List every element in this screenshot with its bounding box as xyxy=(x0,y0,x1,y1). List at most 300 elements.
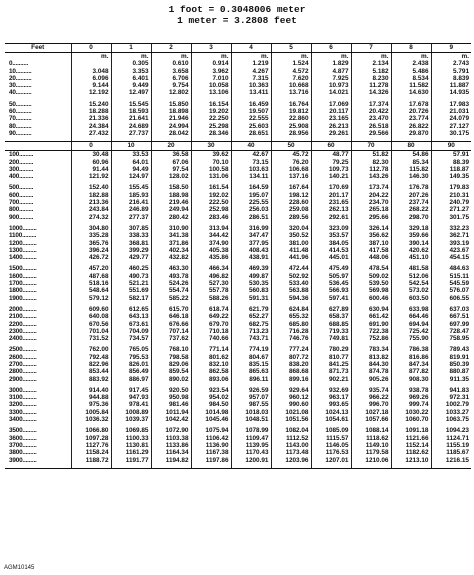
feet-value: 2200......... xyxy=(9,320,37,328)
meter-value: 944.88 xyxy=(71,394,111,401)
meter-value: 329.18 xyxy=(391,225,431,232)
meter-value: 521.21 xyxy=(111,280,151,287)
table-row xyxy=(5,354,471,361)
meter-value: 1039.37 xyxy=(111,416,151,423)
meter-value: 999.74 xyxy=(391,401,431,408)
table-row xyxy=(5,166,471,173)
meter-value: 170.69 xyxy=(311,184,351,191)
meter-value: 0.914 xyxy=(191,60,231,67)
column-header: 70 xyxy=(351,142,391,151)
meter-value: 1216.15 xyxy=(431,457,471,464)
meter-value: 448.06 xyxy=(351,254,391,261)
meter-value: 984.50 xyxy=(191,401,231,408)
meter-value: 24.384 xyxy=(71,123,111,130)
meter-value: 554.74 xyxy=(151,287,191,294)
meter-value: 963.17 xyxy=(311,394,351,401)
meter-value: 758.95 xyxy=(431,335,471,342)
feet-value: 3400......... xyxy=(9,416,37,424)
table-row xyxy=(5,82,471,89)
meter-value: 207.26 xyxy=(391,192,431,199)
meter-value: 429.77 xyxy=(111,254,151,261)
meter-value: 1030.22 xyxy=(391,409,431,416)
meter-value: 1027.18 xyxy=(351,409,391,416)
meter-value: 865.63 xyxy=(231,368,271,375)
meter-value: 338.33 xyxy=(111,232,151,239)
feet-value: 80.......... xyxy=(9,122,32,130)
table-row xyxy=(5,151,471,159)
meter-value: 786.38 xyxy=(391,346,431,353)
meter-value: 813.82 xyxy=(351,354,391,361)
meter-value: 28.956 xyxy=(271,130,311,137)
meter-value: 277.37 xyxy=(111,214,151,221)
meter-value: 371.86 xyxy=(151,240,191,247)
meter-value: 146.30 xyxy=(391,173,431,180)
meter-value: 743.71 xyxy=(231,335,271,342)
meter-value: 435.86 xyxy=(191,254,231,261)
spacer-cell xyxy=(351,464,391,469)
meter-value: 381.00 xyxy=(271,240,311,247)
meter-value: 460.25 xyxy=(111,265,151,272)
meter-value: 20.726 xyxy=(391,108,431,115)
meter-value: 1091.18 xyxy=(391,427,431,434)
meter-value: 1021.08 xyxy=(271,409,311,416)
meter-value: 1042.42 xyxy=(151,416,191,423)
table-row xyxy=(5,273,471,280)
meter-value: 36.58 xyxy=(151,151,191,159)
meter-value: 835.15 xyxy=(231,361,271,368)
meter-value: 237.74 xyxy=(391,199,431,206)
meter-value: 417.58 xyxy=(351,247,391,254)
meter-value: 22.860 xyxy=(271,115,311,122)
meter-value: 399.29 xyxy=(111,247,151,254)
meter-value: 23.470 xyxy=(351,115,391,122)
meter-value: 25.298 xyxy=(191,123,231,130)
meter-value: 652.27 xyxy=(231,313,271,320)
meter-value: 121.92 xyxy=(71,173,111,180)
feet-value: 2800......... xyxy=(9,368,37,376)
meter-value: 301.75 xyxy=(431,214,471,221)
meter-value: 219.46 xyxy=(151,199,191,206)
meter-value: 975.36 xyxy=(71,401,111,408)
unit-label: m. xyxy=(351,53,391,61)
meter-value: 576.07 xyxy=(431,287,471,294)
meter-value: 1100.33 xyxy=(111,435,151,442)
feet-value: 90.......... xyxy=(9,129,32,137)
meter-value: 1176.53 xyxy=(311,449,351,456)
meter-value: 859.54 xyxy=(151,368,191,375)
table-row xyxy=(5,254,471,261)
meter-value: 451.10 xyxy=(391,254,431,261)
meter-value: 1121.66 xyxy=(391,435,431,442)
meter-value: 621.79 xyxy=(231,306,271,313)
meter-value: 1167.38 xyxy=(191,449,231,456)
meter-value: 856.49 xyxy=(111,368,151,375)
table-row xyxy=(5,173,471,180)
meter-value: 26.518 xyxy=(351,123,391,130)
meter-value: 832.10 xyxy=(191,361,231,368)
unit-label: m. xyxy=(231,53,271,61)
meter-value: 844.30 xyxy=(351,361,391,368)
spacer-cell xyxy=(271,464,311,469)
table-row xyxy=(5,335,471,342)
meter-value: 1011.94 xyxy=(151,409,191,416)
spacer-cell xyxy=(431,464,471,469)
meter-value: 1143.00 xyxy=(271,442,311,449)
meter-value: 124.97 xyxy=(111,173,151,180)
meter-value: 1.829 xyxy=(311,60,351,67)
meter-value: 728.47 xyxy=(431,328,471,335)
feet-value: 30.......... xyxy=(9,82,32,90)
spacer-cell xyxy=(191,464,231,469)
table-row xyxy=(5,346,471,353)
meter-value: 6.706 xyxy=(151,75,191,82)
meter-value: 353.57 xyxy=(311,232,351,239)
meter-value: 917.45 xyxy=(111,387,151,394)
meter-value: 137.16 xyxy=(271,173,311,180)
table-row xyxy=(5,409,471,416)
meter-value: 432.82 xyxy=(151,254,191,261)
meter-value: 16.459 xyxy=(231,101,271,108)
meter-value: 262.13 xyxy=(311,206,351,213)
meter-value: 1182.62 xyxy=(391,449,431,456)
meter-value: 11.887 xyxy=(431,82,471,89)
meter-value: 914.40 xyxy=(71,387,111,394)
meter-value: 533.40 xyxy=(271,280,311,287)
meter-value: 801.62 xyxy=(191,354,231,361)
feet-value: 2000......... xyxy=(9,305,37,313)
meter-value: 1036.32 xyxy=(71,416,111,423)
column-header: 0 xyxy=(71,142,111,151)
meter-value: 5.791 xyxy=(431,68,471,75)
meter-value: 755.90 xyxy=(391,335,431,342)
meter-value: 920.50 xyxy=(151,387,191,394)
meter-value: 7.925 xyxy=(311,75,351,82)
meter-value: 167.64 xyxy=(271,184,311,191)
meter-value: 295.66 xyxy=(351,214,391,221)
meter-value: 29.566 xyxy=(351,130,391,137)
meter-value: 600.46 xyxy=(351,295,391,302)
table-row xyxy=(5,101,471,108)
meter-value: 822.96 xyxy=(71,361,111,368)
meter-value: 670.56 xyxy=(71,321,111,328)
meter-value: 713.23 xyxy=(231,328,271,335)
meter-value: 704.09 xyxy=(111,328,151,335)
meter-value: 109.73 xyxy=(311,166,351,173)
meter-value: 1060.70 xyxy=(391,416,431,423)
figure-code: AGM10145 xyxy=(4,565,35,571)
meter-value: 20.422 xyxy=(351,108,391,115)
meter-value: 886.97 xyxy=(111,376,151,383)
meter-value: 475.49 xyxy=(311,265,351,272)
column-header: 7 xyxy=(351,44,391,53)
table-row xyxy=(5,240,471,247)
meter-value: 694.94 xyxy=(391,321,431,328)
meter-value: 877.82 xyxy=(391,368,431,375)
meter-value: 749.81 xyxy=(311,335,351,342)
meter-value: 710.18 xyxy=(191,328,231,335)
meter-value: 390.14 xyxy=(391,240,431,247)
meter-value: 3.658 xyxy=(151,68,191,75)
meter-value: 585.22 xyxy=(151,295,191,302)
table-row xyxy=(5,442,471,449)
meter-value: 408.43 xyxy=(231,247,271,254)
meter-value: 313.94 xyxy=(191,225,231,232)
meter-value: 222.50 xyxy=(191,199,231,206)
meter-value: 14.021 xyxy=(311,89,351,96)
meter-value: 27.127 xyxy=(431,123,471,130)
meter-value: 874.78 xyxy=(351,368,391,375)
meter-value: 807.72 xyxy=(271,354,311,361)
meter-value: 94.49 xyxy=(111,166,151,173)
feet-value: 1700......... xyxy=(9,280,37,288)
table-row xyxy=(5,376,471,383)
meter-value: 246.89 xyxy=(111,206,151,213)
meter-value: 774.19 xyxy=(231,346,271,353)
table-row xyxy=(5,108,471,115)
meter-value: 17.374 xyxy=(351,101,391,108)
column-header: 1 xyxy=(111,44,151,53)
meter-value: 88.39 xyxy=(431,159,471,166)
meter-value: 701.04 xyxy=(71,328,111,335)
meter-value: 17.983 xyxy=(431,101,471,108)
meter-value: 783.34 xyxy=(351,346,391,353)
meter-value: 926.59 xyxy=(231,387,271,394)
meter-value: 1085.09 xyxy=(311,427,351,434)
table-row xyxy=(5,457,471,464)
feet-value: 2400......... xyxy=(9,335,37,343)
meter-value: 1213.10 xyxy=(391,457,431,464)
meter-value: 905.26 xyxy=(351,376,391,383)
meter-value: 12.802 xyxy=(151,89,191,96)
feet-value: 2500......... xyxy=(9,346,37,354)
meter-value: 25.908 xyxy=(271,123,311,130)
spacer-cell xyxy=(311,464,351,469)
meter-value: 1094.23 xyxy=(431,427,471,434)
meter-value: 164.59 xyxy=(231,184,271,191)
meter-value: 213.36 xyxy=(71,199,111,206)
meter-value: 76.20 xyxy=(271,159,311,166)
meter-value: 588.26 xyxy=(191,295,231,302)
meter-value: 545.59 xyxy=(431,280,471,287)
meter-value: 359.66 xyxy=(391,232,431,239)
meter-value: 30.48 xyxy=(71,151,111,159)
meter-value: 292.61 xyxy=(311,214,351,221)
meter-value: 316.99 xyxy=(231,225,271,232)
meter-value: 509.02 xyxy=(351,273,391,280)
unit-label: m. xyxy=(431,53,471,61)
meter-value: 1112.52 xyxy=(271,435,311,442)
meter-value: 341.38 xyxy=(151,232,191,239)
spacer-cell xyxy=(5,464,71,469)
meter-value: 9.144 xyxy=(71,82,111,89)
meter-value: 182.88 xyxy=(71,192,111,199)
meter-value: 582.17 xyxy=(111,295,151,302)
meter-value: 216.41 xyxy=(111,199,151,206)
meter-value: 810.77 xyxy=(311,354,351,361)
meter-value: 1.219 xyxy=(231,60,271,67)
meter-value: 14.630 xyxy=(391,89,431,96)
meter-value: 131.06 xyxy=(191,173,231,180)
meter-value: 655.32 xyxy=(271,313,311,320)
feet-value: 1500......... xyxy=(9,265,37,273)
table-row xyxy=(5,159,471,166)
meter-value: 609.60 xyxy=(71,306,111,313)
table-row xyxy=(5,394,471,401)
meter-value: 149.35 xyxy=(431,173,471,180)
meter-value: 929.64 xyxy=(271,387,311,394)
feet-value: 60.......... xyxy=(9,108,32,116)
meter-value xyxy=(71,60,111,67)
meter-value: 457.20 xyxy=(71,265,111,272)
meter-value: 225.55 xyxy=(231,199,271,206)
meter-value: 17.069 xyxy=(311,101,351,108)
feet-value: 2900......... xyxy=(9,375,37,383)
feet-value: 10.......... xyxy=(9,67,32,75)
meter-value: 499.87 xyxy=(231,273,271,280)
spacer-cell xyxy=(231,464,271,469)
meter-value: 158.50 xyxy=(151,184,191,191)
table-row xyxy=(5,123,471,130)
meter-value: 1179.58 xyxy=(351,449,391,456)
meter-value: 466.34 xyxy=(191,265,231,272)
feet-value: 3300......... xyxy=(9,408,37,416)
meter-value: 39.62 xyxy=(191,151,231,159)
table-row xyxy=(5,368,471,375)
meter-value: 1097.28 xyxy=(71,435,111,442)
meter-value: 527.30 xyxy=(191,280,231,287)
meter-value: 777.24 xyxy=(271,346,311,353)
feet-value: 100......... xyxy=(9,151,34,159)
meter-value: 64.01 xyxy=(111,159,151,166)
meter-value: 1127.76 xyxy=(71,442,111,449)
meter-value: 19.507 xyxy=(231,108,271,115)
meter-value: 438.91 xyxy=(231,254,271,261)
meter-value: 908.30 xyxy=(391,376,431,383)
meter-value: 85.34 xyxy=(391,159,431,166)
meter-value: 734.57 xyxy=(111,335,151,342)
meter-value: 871.73 xyxy=(311,368,351,375)
meter-value: 60.96 xyxy=(71,159,111,166)
meter-value: 21.641 xyxy=(111,115,151,122)
meter-value: 627.89 xyxy=(311,306,351,313)
meter-value: 140.21 xyxy=(311,173,351,180)
meter-value: 1018.03 xyxy=(231,409,271,416)
meter-value: 100.58 xyxy=(191,166,231,173)
meter-value: 1139.95 xyxy=(231,442,271,449)
meter-value: 792.48 xyxy=(71,354,111,361)
conversion-factor-foot-to-meter: 1 foot = 0.3048006 meter xyxy=(168,4,306,15)
meter-value: 21.031 xyxy=(431,108,471,115)
meter-value: 658.37 xyxy=(311,313,351,320)
meter-value: 143.26 xyxy=(351,173,391,180)
meter-value: 198.12 xyxy=(271,192,311,199)
table-row xyxy=(5,287,471,294)
meter-value: 10.973 xyxy=(311,82,351,89)
meter-value: 11.278 xyxy=(351,82,391,89)
meter-value: 957.07 xyxy=(231,394,271,401)
meter-value: 79.25 xyxy=(311,159,351,166)
meter-value: 838.20 xyxy=(271,361,311,368)
meter-value: 816.86 xyxy=(391,354,431,361)
meter-value: 18.898 xyxy=(151,108,191,115)
meter-value: 795.53 xyxy=(111,354,151,361)
meter-value: 1045.46 xyxy=(191,416,231,423)
table-row xyxy=(5,280,471,287)
meter-value: 1188.72 xyxy=(71,457,111,464)
meter-value: 935.74 xyxy=(351,387,391,394)
meter-value: 5.182 xyxy=(351,68,391,75)
meter-value: 893.06 xyxy=(191,376,231,383)
column-header: 10 xyxy=(111,142,151,151)
meter-value: 557.78 xyxy=(191,287,231,294)
meter-value: 1136.90 xyxy=(191,442,231,449)
meter-value: 27.432 xyxy=(71,130,111,137)
column-header: 30 xyxy=(191,142,231,151)
feet-value: 50.......... xyxy=(9,100,32,108)
meter-value: 8.534 xyxy=(391,75,431,82)
unit-row-label xyxy=(5,53,71,61)
meter-value: 12.497 xyxy=(111,89,151,96)
column-header-row xyxy=(5,44,471,53)
meter-value: 630.94 xyxy=(351,306,391,313)
meter-value: 512.06 xyxy=(391,273,431,280)
meter-value: 268.22 xyxy=(391,206,431,213)
meter-value: 771.14 xyxy=(191,346,231,353)
meter-value: 82.30 xyxy=(351,159,391,166)
meter-value: 28.651 xyxy=(231,130,271,137)
meter-value: 676.66 xyxy=(151,321,191,328)
feet-value: 900......... xyxy=(9,213,34,221)
meter-value: 405.38 xyxy=(191,247,231,254)
meter-value: 173.74 xyxy=(351,184,391,191)
meter-value: 691.90 xyxy=(351,321,391,328)
meter-value: 42.67 xyxy=(231,151,271,159)
meter-value: 323.09 xyxy=(311,225,351,232)
table-row xyxy=(5,247,471,254)
meter-value: 566.93 xyxy=(311,287,351,294)
meter-value: 819.91 xyxy=(431,354,471,361)
table-row xyxy=(5,199,471,206)
feet-value: 3000......... xyxy=(9,386,37,394)
meter-value: 597.41 xyxy=(311,295,351,302)
meter-value: 1197.86 xyxy=(191,457,231,464)
meter-value: 472.44 xyxy=(271,265,311,272)
meter-value: 26.822 xyxy=(391,123,431,130)
feet-value: 400......... xyxy=(9,173,34,181)
meter-value: 0.610 xyxy=(151,60,191,67)
meter-value: 1033.27 xyxy=(431,409,471,416)
meter-value: 850.39 xyxy=(431,361,471,368)
meter-value: 286.51 xyxy=(231,214,271,221)
group-spacer xyxy=(5,464,471,469)
feet-value: 3500......... xyxy=(9,427,37,435)
meter-value: 862.58 xyxy=(191,368,231,375)
meter-value: 387.10 xyxy=(351,240,391,247)
meter-value: 1106.42 xyxy=(191,435,231,442)
meter-value: 1152.14 xyxy=(391,442,431,449)
meter-value: 3.048 xyxy=(71,68,111,75)
column-header: 3 xyxy=(191,44,231,53)
meter-value: 155.45 xyxy=(111,184,151,191)
table-row xyxy=(5,416,471,423)
table-row xyxy=(5,328,471,335)
meter-value: 646.18 xyxy=(151,313,191,320)
meter-value: 661.42 xyxy=(351,313,391,320)
feet-value: 3100......... xyxy=(9,394,37,402)
meter-value: 880.87 xyxy=(431,368,471,375)
meter-value: 640.08 xyxy=(71,313,111,320)
meter-value: 134.11 xyxy=(231,173,271,180)
